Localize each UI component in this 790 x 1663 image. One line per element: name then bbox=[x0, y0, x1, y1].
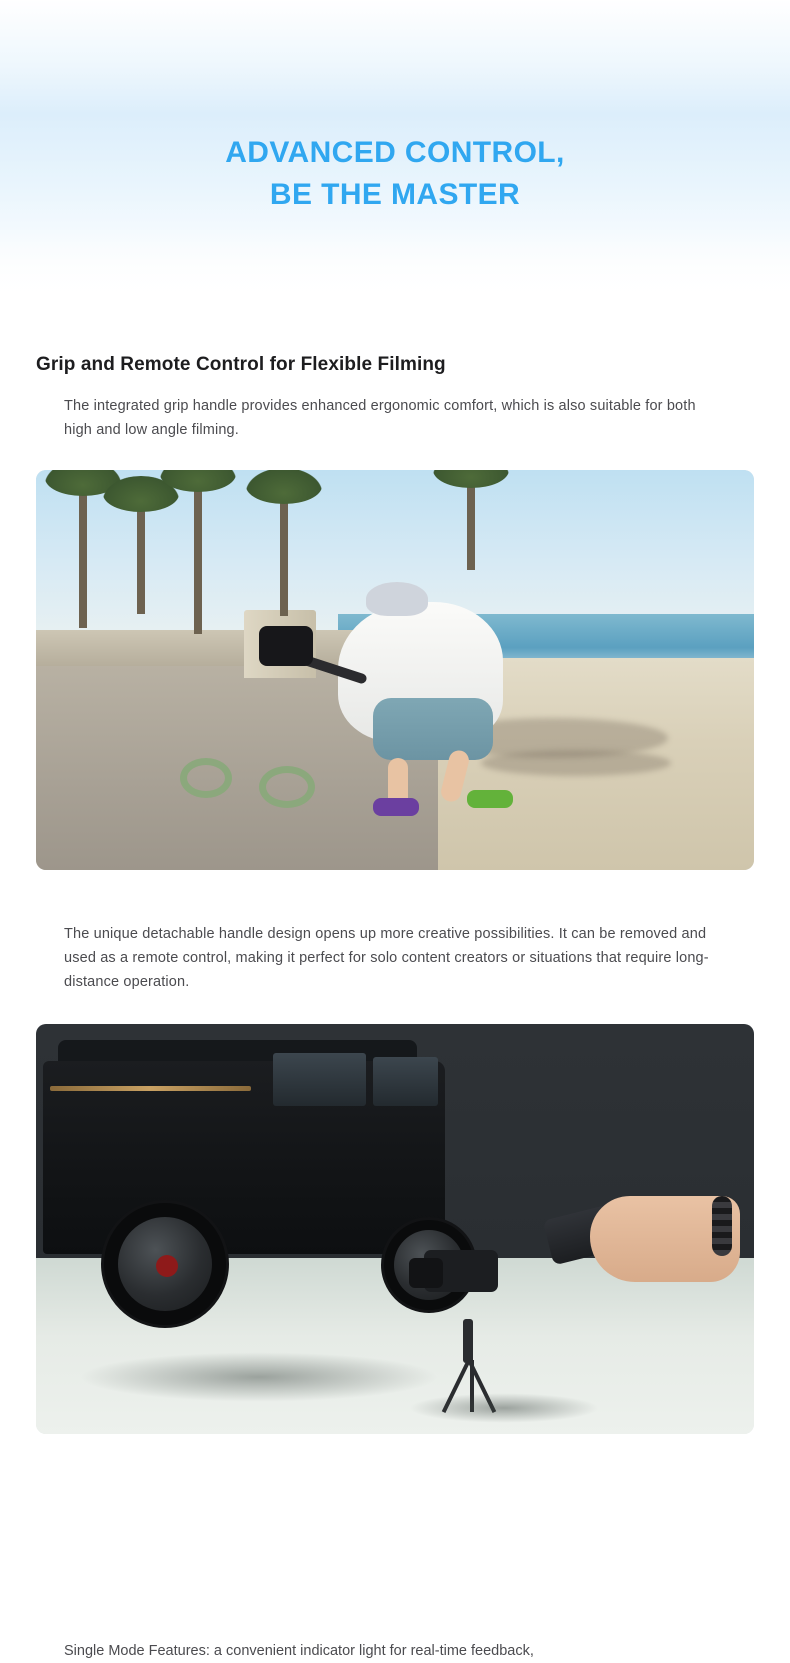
hero-title-line-1: ADVANCED CONTROL, bbox=[225, 136, 565, 170]
page-title bbox=[0, 132, 790, 216]
clipped-bottom-text-line: Single Mode Features: a convenient indicator light for real-time feedback, bbox=[64, 1643, 534, 1659]
clipped-bottom-text bbox=[0, 1641, 790, 1663]
main-content bbox=[0, 354, 790, 1434]
paragraph-grip-handle: The integrated grip handle provides enhanced ergonomic comfort, which is also suitable for both high and low angle filming. bbox=[64, 398, 696, 438]
hero-title-line-2: BE THE MASTER bbox=[269, 178, 521, 212]
beach-filming-photo bbox=[36, 470, 754, 870]
paragraph-detachable-handle: The unique detachable handle design opens up more creative possibilities. It can be removed and used as a remote control, making it perfect for solo content creators or situations that require long-distance operation. bbox=[64, 926, 709, 990]
studio-photo-art bbox=[36, 1024, 754, 1434]
studio-remote-photo bbox=[36, 1024, 754, 1434]
section-heading: Grip and Remote Control for Flexible Filming bbox=[36, 354, 446, 375]
beach-photo-art bbox=[36, 470, 754, 870]
hero-banner bbox=[0, 0, 790, 300]
